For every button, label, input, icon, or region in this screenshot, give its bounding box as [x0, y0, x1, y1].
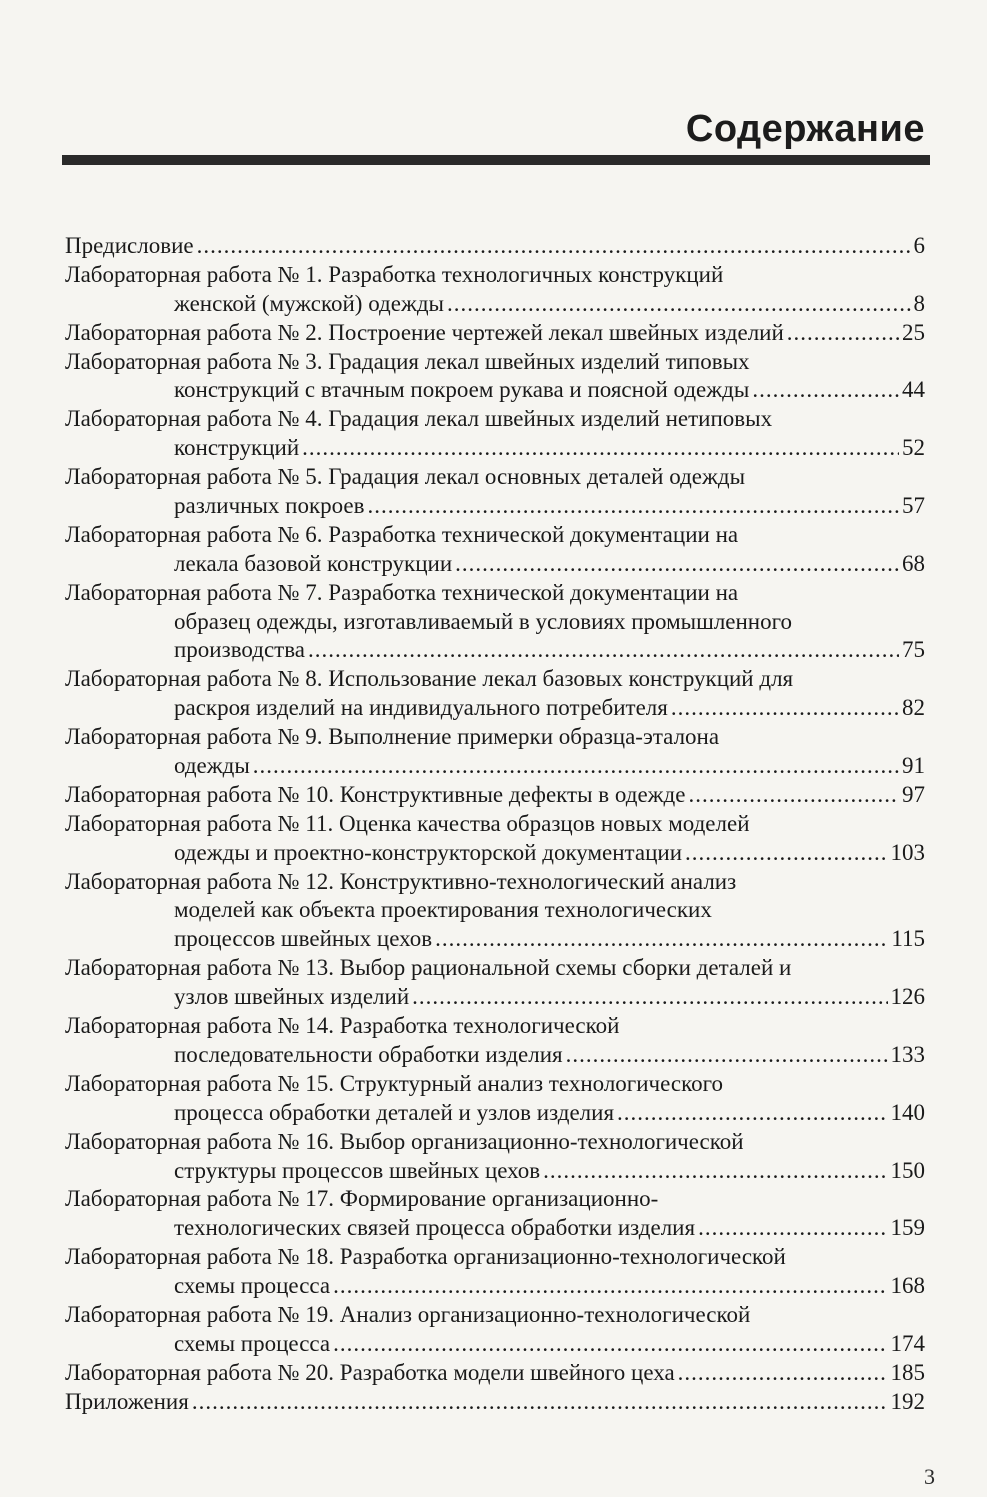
toc-entry-title: последовательности обработки изделия	[174, 1041, 563, 1067]
toc-page-number: 126	[890, 984, 925, 1010]
toc-entry-title: женской (мужской) одежды	[174, 290, 444, 316]
toc-line	[65, 579, 925, 608]
toc-line	[65, 723, 925, 752]
toc-line	[65, 868, 925, 897]
toc-line	[65, 232, 925, 261]
toc-line	[65, 1301, 925, 1330]
toc-entry	[65, 954, 925, 1012]
toc-entry	[65, 463, 925, 521]
toc-line	[65, 1157, 925, 1186]
toc-entry-title: схемы процесса	[174, 1330, 331, 1356]
toc-entry-title: конструкций с втачным покроем рукава и поясной одежды	[174, 377, 750, 403]
dot-leader	[566, 1041, 888, 1070]
dot-leader	[617, 1099, 887, 1128]
toc-entry-title: Приложения	[65, 1388, 189, 1414]
toc-entry	[65, 348, 925, 406]
toc-entry	[65, 1301, 925, 1359]
toc-line	[65, 376, 925, 405]
toc-line	[65, 290, 925, 319]
page-number: 3	[924, 1464, 935, 1489]
toc-line	[65, 1359, 925, 1388]
toc-entry-title: процессов швейных цехов	[174, 926, 433, 952]
toc-entry-title: процесса обработки деталей и узлов изделия	[174, 1099, 615, 1125]
toc-page-number: 168	[890, 1273, 925, 1299]
dot-leader	[543, 1157, 887, 1186]
toc-entry	[65, 1128, 925, 1186]
toc-entry	[65, 319, 925, 348]
toc-entry-title: одежды и проектно-конструкторской документации	[174, 839, 683, 865]
toc-entry	[65, 1359, 925, 1388]
toc-page-number: 82	[902, 695, 925, 721]
toc-line	[65, 1070, 925, 1099]
toc-page-number: 68	[902, 550, 925, 576]
toc-page-number: 91	[902, 753, 925, 779]
toc-entry-title: Лабораторная работа № 17. Формирование организационно-	[65, 1186, 659, 1212]
toc-page-number: 57	[902, 493, 925, 519]
toc-line	[65, 896, 925, 925]
toc-entry	[65, 810, 925, 868]
dot-leader	[447, 290, 911, 319]
toc-line	[65, 492, 925, 521]
toc-entry-title: конструкций	[174, 435, 300, 461]
dot-leader	[253, 752, 899, 781]
toc-line	[65, 1272, 925, 1301]
toc-line	[65, 1041, 925, 1070]
toc-line	[65, 405, 925, 434]
toc-entry	[65, 579, 925, 666]
title-rule	[62, 155, 930, 165]
toc-line	[65, 752, 925, 781]
toc-entry-title: образец одежды, изготавливаемый в условиях промышленного	[174, 608, 792, 634]
dot-leader	[308, 636, 899, 665]
toc-page-number: 75	[902, 637, 925, 663]
dot-leader	[787, 319, 899, 348]
toc-line	[65, 954, 925, 983]
toc-line	[65, 434, 925, 463]
toc-line	[65, 348, 925, 377]
toc-entry	[65, 868, 925, 955]
toc-entry	[65, 1070, 925, 1128]
dot-leader	[685, 839, 887, 868]
toc-entry-title: Лабораторная работа № 11. Оценка качества образцов новых моделей	[65, 810, 750, 836]
toc-entry-title: моделей как объекта проектирования технологических	[174, 897, 712, 923]
toc-entry-title: Лабораторная работа № 4. Градация лекал швейных изделий нетиповых	[65, 406, 773, 432]
table-of-contents	[65, 232, 925, 1417]
toc-page-number: 44	[902, 377, 925, 403]
toc-entry	[65, 723, 925, 781]
dot-leader	[197, 232, 911, 261]
dot-leader	[752, 376, 899, 405]
toc-line	[65, 1128, 925, 1157]
toc-entry-title: схемы процесса	[174, 1273, 331, 1299]
toc-entry-title: Лабораторная работа № 18. Разработка организационно-технологической	[65, 1244, 786, 1270]
toc-entry	[65, 1185, 925, 1243]
toc-page-number: 6	[913, 233, 925, 258]
toc-page-number: 103	[890, 839, 925, 865]
toc-entry-title: Лабораторная работа № 19. Анализ организационно-технологической	[65, 1301, 751, 1327]
toc-page-number: 150	[890, 1157, 925, 1183]
toc-entry-title: производства	[174, 637, 305, 663]
toc-entry	[65, 405, 925, 463]
toc-entry-title: Лабораторная работа № 7. Разработка технической документации на	[65, 579, 739, 605]
toc-entry	[65, 1012, 925, 1070]
toc-entry-title: Лабораторная работа № 13. Выбор рациональной схемы сборки деталей и	[65, 955, 792, 981]
toc-line	[65, 319, 925, 348]
toc-line	[65, 665, 925, 694]
toc-entry	[65, 232, 925, 261]
toc-entry-title: Лабораторная работа № 10. Конструктивные дефекты в одежде	[65, 781, 686, 807]
page-title: Содержание	[685, 108, 925, 150]
toc-page-number: 140	[890, 1099, 925, 1125]
toc-entry-title: Лабораторная работа № 20. Разработка модели швейного цеха	[65, 1359, 675, 1385]
dot-leader	[455, 550, 899, 579]
toc-entry	[65, 781, 925, 810]
toc-line	[65, 781, 925, 810]
dot-leader	[333, 1330, 887, 1359]
dot-leader	[671, 694, 899, 723]
toc-entry-title: Лабораторная работа № 1. Разработка технологичных конструкций	[65, 261, 724, 287]
dot-leader	[435, 925, 888, 954]
dot-leader	[192, 1388, 888, 1417]
toc-entry-title: раскроя изделий на индивидуального потребителя	[174, 695, 668, 721]
toc-entry	[65, 1388, 925, 1417]
toc-entry-title: Лабораторная работа № 16. Выбор организационно-технологической	[65, 1128, 744, 1154]
toc-line	[65, 1099, 925, 1128]
toc-entry-title: лекала базовой конструкции	[174, 550, 453, 576]
toc-line	[65, 463, 925, 492]
toc-line	[65, 810, 925, 839]
toc-line	[65, 1330, 925, 1359]
toc-page-number: 133	[890, 1041, 925, 1067]
toc-entry-title: Лабораторная работа № 2. Построение чертежей лекал швейных изделий	[65, 319, 784, 345]
toc-entry-title: Лабораторная работа № 9. Выполнение примерки образца-эталона	[65, 724, 720, 750]
toc-page-number: 192	[890, 1388, 925, 1414]
toc-page-number: 174	[890, 1330, 925, 1356]
toc-line	[65, 261, 925, 290]
toc-entry-title: одежды	[174, 753, 250, 779]
toc-entry-title: Лабораторная работа № 5. Градация лекал основных деталей одежды	[65, 464, 746, 490]
toc-entry-title: технологических связей процесса обработки изделия	[174, 1215, 696, 1241]
toc-entry-title: Лабораторная работа № 15. Структурный анализ технологического	[65, 1070, 723, 1096]
toc-entry	[65, 261, 925, 319]
toc-entry-title: узлов швейных изделий	[174, 984, 410, 1010]
toc-page-number: 159	[890, 1215, 925, 1241]
toc-entry	[65, 665, 925, 723]
toc-line	[65, 521, 925, 550]
dot-leader	[698, 1214, 887, 1243]
toc-page-number: 185	[890, 1359, 925, 1385]
toc-entry-title: Лабораторная работа № 8. Использование лекал базовых конструкций для	[65, 666, 794, 692]
dot-leader	[412, 983, 887, 1012]
toc-page-number: 97	[902, 781, 925, 807]
toc-page-number: 25	[902, 319, 925, 345]
dot-leader	[678, 1359, 888, 1388]
dot-leader	[302, 434, 899, 463]
toc-entry-title: Лабораторная работа № 6. Разработка технической документации на	[65, 521, 739, 547]
toc-page-number: 115	[891, 926, 925, 952]
toc-entry-title: Лабораторная работа № 12. Конструктивно-технологический анализ	[65, 868, 737, 894]
toc-entry-title: структуры процессов швейных цехов	[174, 1157, 541, 1183]
toc-line	[65, 925, 925, 954]
dot-leader	[368, 492, 900, 521]
toc-entry-title: Лабораторная работа № 3. Градация лекал швейных изделий типовых	[65, 348, 750, 374]
toc-line	[65, 550, 925, 579]
toc-line	[65, 983, 925, 1012]
toc-line	[65, 636, 925, 665]
toc-entry-title: Предисловие	[65, 233, 194, 258]
toc-page-number: 52	[902, 435, 925, 461]
toc-entry-title: Лабораторная работа № 14. Разработка технологической	[65, 1013, 620, 1039]
dot-leader	[688, 781, 899, 810]
toc-line	[65, 1388, 925, 1417]
toc-page-number: 8	[913, 290, 925, 316]
toc-line	[65, 608, 925, 637]
toc-line	[65, 1243, 925, 1272]
toc-line	[65, 694, 925, 723]
toc-entry-title: различных покроев	[174, 493, 365, 519]
toc-entry	[65, 1243, 925, 1301]
toc-line	[65, 1012, 925, 1041]
toc-line	[65, 839, 925, 868]
dot-leader	[333, 1272, 887, 1301]
toc-line	[65, 1214, 925, 1243]
toc-line	[65, 1185, 925, 1214]
toc-entry	[65, 521, 925, 579]
